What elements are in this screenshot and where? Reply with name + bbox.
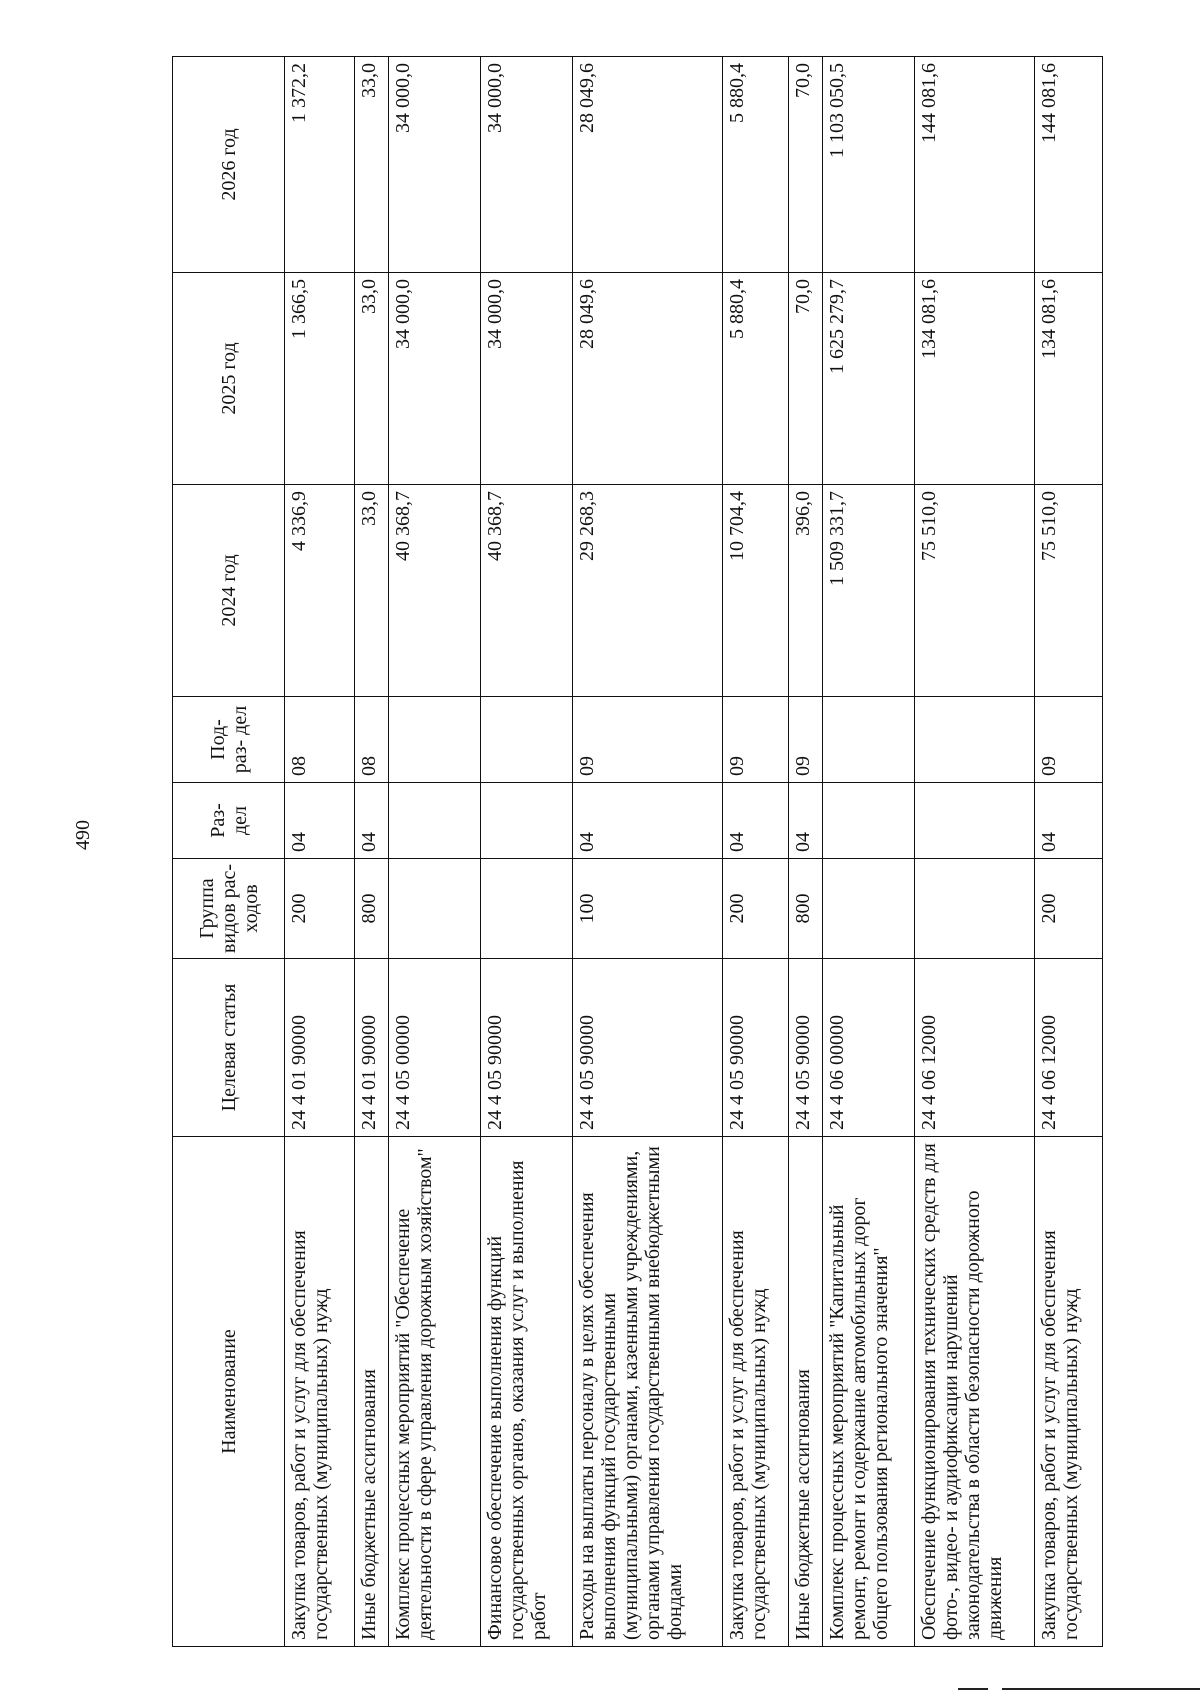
cell-section: 04 [355, 783, 389, 859]
cell-y2024: 40 368,7 [389, 485, 481, 697]
cell-y2026: 1 372,2 [285, 57, 355, 273]
cell-section [915, 783, 1035, 859]
cell-y2026: 70,0 [789, 57, 823, 273]
cell-y2024: 1 509 331,7 [823, 485, 915, 697]
cell-name: Иные бюджетные ассигнования [789, 1137, 823, 1647]
table-row [823, 57, 915, 1647]
cell-group [915, 859, 1035, 959]
cell-group [389, 859, 481, 959]
cell-name: Закупка товаров, работ и услуг для обеспечения государственных (муниципальных) нужд [723, 1137, 789, 1647]
cell-y2026: 28 049,6 [573, 57, 723, 273]
header-name: Наименование [173, 1137, 285, 1647]
cell-target: 24 4 06 12000 [1035, 959, 1103, 1137]
cell-section: 04 [723, 783, 789, 859]
cell-y2025: 1 625 279,7 [823, 273, 915, 485]
header-section: Раз- дел [173, 783, 285, 859]
cell-name: Комплекс процессных мероприятий "Капитальный ремонт, ремонт и содержание автомобильных дорог общего пользования регионального значения" [823, 1137, 915, 1647]
table-row [1035, 57, 1103, 1647]
header-subsection: Под- раз- дел [173, 697, 285, 783]
cell-name: Закупка товаров, работ и услуг для обеспечения государственных (муниципальных) нужд [285, 1137, 355, 1647]
cell-subsection [915, 697, 1035, 783]
rotated-table-container [172, 57, 1082, 1647]
cell-y2025: 33,0 [355, 273, 389, 485]
cell-subsection: 09 [789, 697, 823, 783]
cell-subsection [389, 697, 481, 783]
cell-name: Обеспечение функционирования технических средств для фото-, видео- и аудиофиксации нарушений законодательства в области безопасности дорожного движения [915, 1137, 1035, 1647]
cell-group: 200 [285, 859, 355, 959]
table-row [355, 57, 389, 1647]
cell-subsection [823, 697, 915, 783]
cell-y2025: 70,0 [789, 273, 823, 485]
header-group: Группа видов рас- ходов [173, 859, 285, 959]
cell-y2024: 75 510,0 [915, 485, 1035, 697]
cell-target: 24 4 05 90000 [789, 959, 823, 1137]
cell-section: 04 [285, 783, 355, 859]
cell-target: 24 4 05 90000 [573, 959, 723, 1137]
cell-section: 04 [1035, 783, 1103, 859]
cell-y2025: 34 000,0 [389, 273, 481, 485]
cell-y2024: 10 704,4 [723, 485, 789, 697]
cell-y2024: 40 368,7 [481, 485, 573, 697]
cell-y2024: 396,0 [789, 485, 823, 697]
table-row [915, 57, 1035, 1647]
cell-group: 200 [723, 859, 789, 959]
cell-target: 24 4 05 90000 [723, 959, 789, 1137]
cell-y2026: 1 103 050,5 [823, 57, 915, 273]
cell-y2024: 29 268,3 [573, 485, 723, 697]
cell-name: Расходы на выплаты персоналу в целях обеспечения выполнения функций государственными (муниципальными) органами, казенными учреждениями, органами управления государственными внебюджетными фондами [573, 1137, 723, 1647]
cell-y2024: 4 336,9 [285, 485, 355, 697]
cell-subsection: 09 [723, 697, 789, 783]
table-row [481, 57, 573, 1647]
cell-y2025: 5 880,4 [723, 273, 789, 485]
cell-y2025: 1 366,5 [285, 273, 355, 485]
bottom-rule-left [958, 1688, 988, 1690]
cell-section: 04 [573, 783, 723, 859]
cell-target: 24 4 06 12000 [915, 959, 1035, 1137]
cell-subsection [481, 697, 573, 783]
cell-section [823, 783, 915, 859]
cell-group [823, 859, 915, 959]
cell-y2026: 5 880,4 [723, 57, 789, 273]
cell-subsection: 08 [355, 697, 389, 783]
budget-table [172, 56, 1103, 1647]
cell-group [481, 859, 573, 959]
cell-y2025: 34 000,0 [481, 273, 573, 485]
page-number: 490 [72, 820, 94, 850]
cell-group: 100 [573, 859, 723, 959]
cell-y2025: 134 081,6 [915, 273, 1035, 485]
cell-subsection: 08 [285, 697, 355, 783]
table-row [285, 57, 355, 1647]
cell-subsection: 09 [573, 697, 723, 783]
cell-group: 800 [355, 859, 389, 959]
cell-target: 24 4 05 90000 [481, 959, 573, 1137]
cell-group: 200 [1035, 859, 1103, 959]
cell-name: Иные бюджетные ассигнования [355, 1137, 389, 1647]
cell-y2025: 28 049,6 [573, 273, 723, 485]
header-target: Целевая статья [173, 959, 285, 1137]
table-row [573, 57, 723, 1647]
header-2025: 2025 год [173, 273, 285, 485]
header-row [173, 57, 285, 1647]
cell-y2026: 34 000,0 [481, 57, 573, 273]
cell-section [481, 783, 573, 859]
cell-y2026: 33,0 [355, 57, 389, 273]
cell-name: Финансовое обеспечение выполнения функций государственных органов, оказания услуг и выполнения работ [481, 1137, 573, 1647]
table-body [285, 57, 1103, 1647]
cell-y2024: 33,0 [355, 485, 389, 697]
cell-section: 04 [789, 783, 823, 859]
cell-section [389, 783, 481, 859]
cell-y2024: 75 510,0 [1035, 485, 1103, 697]
table-row [789, 57, 823, 1647]
cell-name: Комплекс процессных мероприятий "Обеспечение деятельности в сфере управления дорожным хозяйством" [389, 1137, 481, 1647]
table-row [723, 57, 789, 1647]
cell-y2026: 144 081,6 [915, 57, 1035, 273]
cell-y2025: 134 081,6 [1035, 273, 1103, 485]
cell-y2026: 34 000,0 [389, 57, 481, 273]
cell-y2026: 144 081,6 [1035, 57, 1103, 273]
cell-target: 24 4 01 90000 [285, 959, 355, 1137]
bottom-rule-right [1002, 1688, 1200, 1690]
cell-name: Закупка товаров, работ и услуг для обеспечения государственных (муниципальных) нужд [1035, 1137, 1103, 1647]
cell-subsection: 09 [1035, 697, 1103, 783]
header-2024: 2024 год [173, 485, 285, 697]
cell-target: 24 4 06 00000 [823, 959, 915, 1137]
table-row [389, 57, 481, 1647]
cell-target: 24 4 05 00000 [389, 959, 481, 1137]
cell-group: 800 [789, 859, 823, 959]
cell-target: 24 4 01 90000 [355, 959, 389, 1137]
header-2026: 2026 год [173, 57, 285, 273]
